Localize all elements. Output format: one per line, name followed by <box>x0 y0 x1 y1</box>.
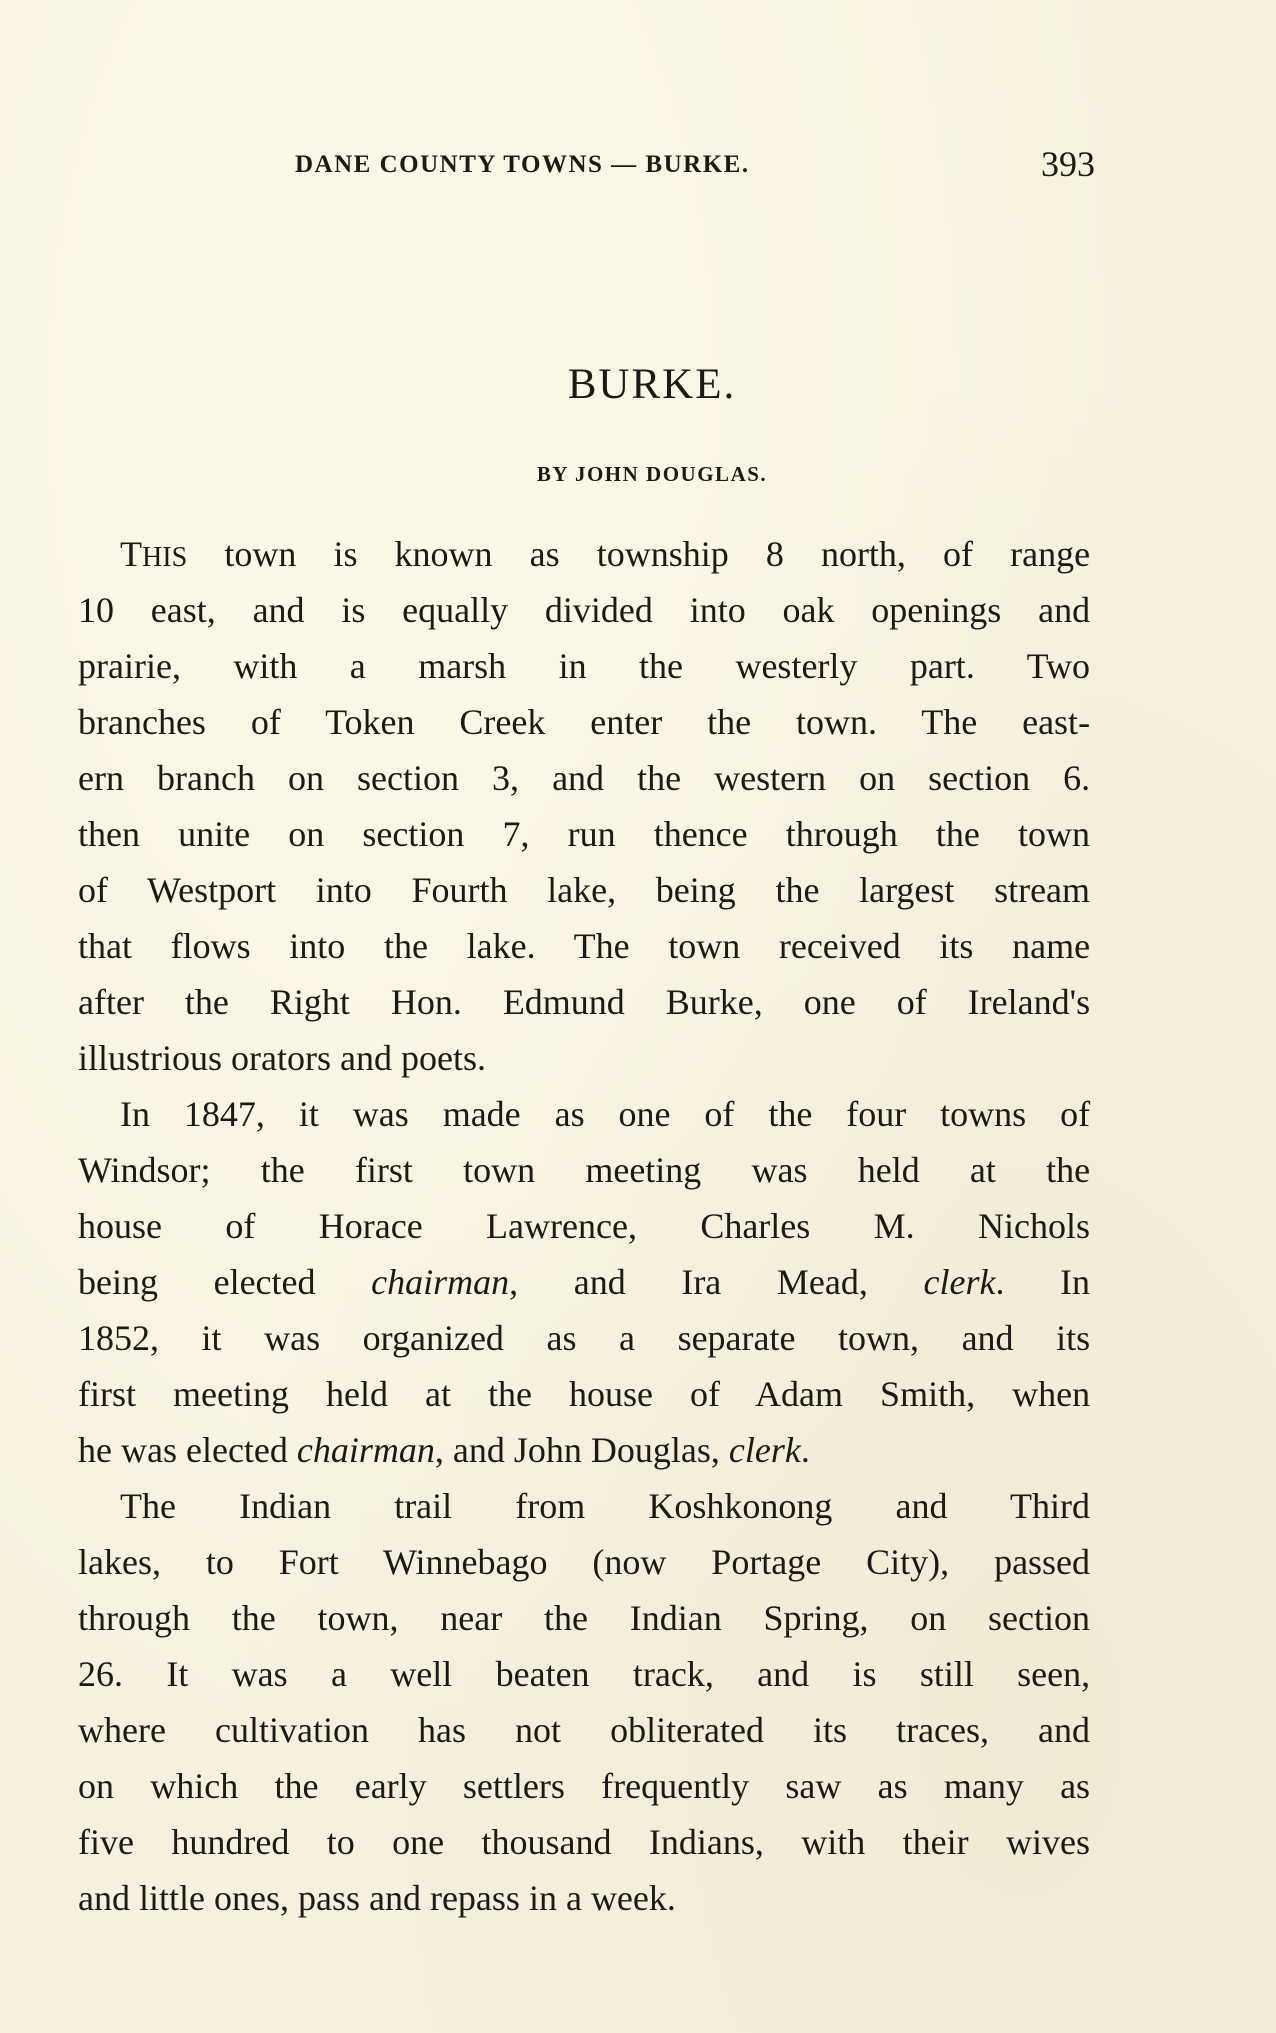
byline: BY JOHN DOUGLAS. <box>536 462 768 486</box>
text-line: lakes, to Fort Winnebago (now Portage City), passed <box>78 1542 1091 1582</box>
text-line: through the town, near the Indian Spring, on section <box>78 1598 1091 1638</box>
text-line: branches of Token Creek enter the town. The east- <box>78 702 1091 742</box>
text-line: being elected chairman, and Ira Mead, clerk. In <box>78 1262 1091 1302</box>
text-line: ern branch on section 3, and the western on section 6. <box>78 758 1091 798</box>
text-line: first meeting held at the house of Adam Smith, when <box>78 1374 1091 1414</box>
text-line: illustrious orators and poets. <box>78 1038 486 1078</box>
text-line: 10 east, and is equally divided into oak openings and <box>78 590 1091 630</box>
article-title: BURKE. <box>567 361 737 408</box>
text-line: and little ones, pass and repass in a week. <box>78 1878 676 1918</box>
text-line: where cultivation has not obliterated its traces, and <box>78 1710 1091 1750</box>
text-line: house of Horace Lawrence, Charles M. Nichols <box>78 1206 1091 1246</box>
text-line: In 1847, it was made as one of the four towns of <box>120 1094 1091 1134</box>
text-line: on which the early settlers frequently saw as many as <box>78 1766 1091 1806</box>
text-line: prairie, with a marsh in the westerly part. Two <box>78 646 1091 686</box>
body-text <box>78 526 1090 1926</box>
text-line: then unite on section 7, run thence through the town <box>78 814 1090 854</box>
text-line: he was elected chairman, and John Douglas, clerk. <box>78 1430 810 1470</box>
text-line: THIS town is known as township 8 north, of range <box>120 534 1091 574</box>
text-line: that flows into the lake. The town received its name <box>78 926 1091 966</box>
text-line: 1852, it was organized as a separate town, and its <box>78 1318 1091 1358</box>
page-number: 393 <box>1041 144 1095 184</box>
text-line: of Westport into Fourth lake, being the largest stream <box>78 870 1091 910</box>
text-line: The Indian trail from Koshkonong and Third <box>120 1486 1090 1526</box>
text-line: 26. It was a well beaten track, and is still seen, <box>78 1654 1091 1694</box>
text-line: five hundred to one thousand Indians, with their wives <box>78 1822 1091 1862</box>
running-title: DANE COUNTY TOWNS — BURKE. <box>295 151 750 178</box>
text-line: after the Right Hon. Edmund Burke, one of Ireland's <box>78 982 1091 1022</box>
text-line: Windsor; the first town meeting was held at the <box>78 1150 1091 1190</box>
running-head <box>295 144 1095 187</box>
